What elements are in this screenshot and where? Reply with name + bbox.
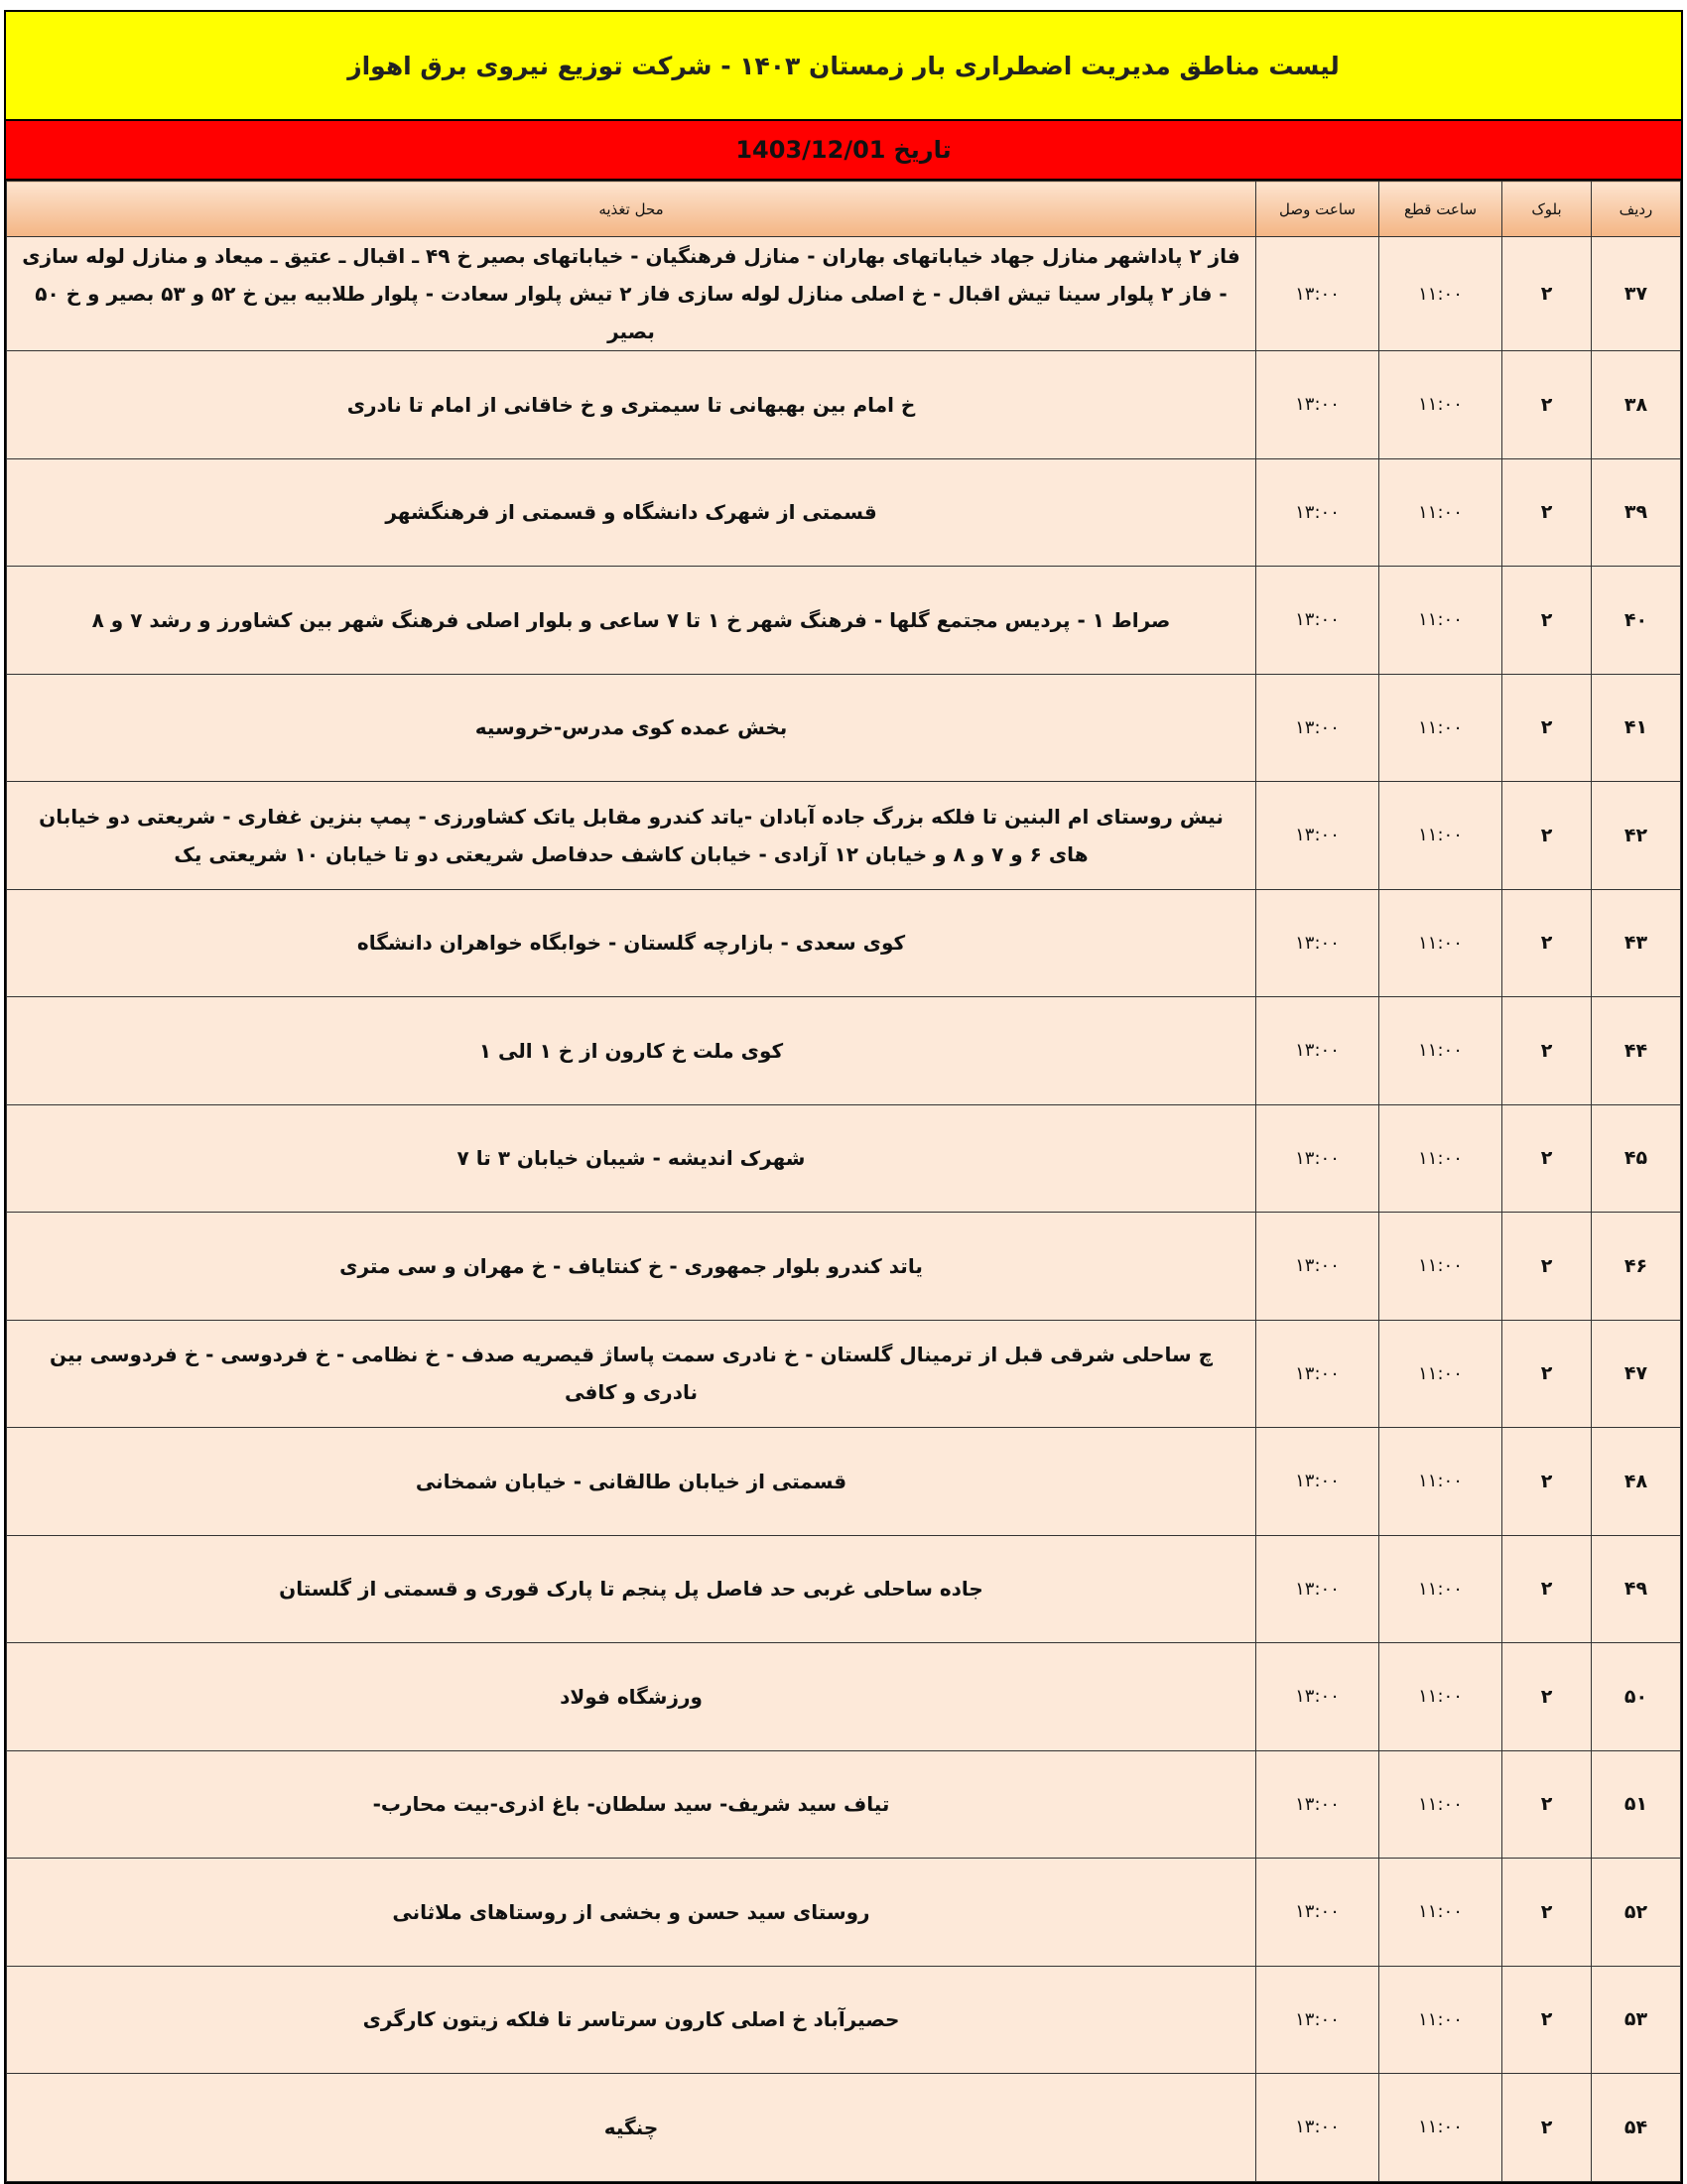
- block-cell: ۲: [1502, 351, 1592, 459]
- table-row: [7, 567, 1681, 675]
- table-row: [7, 782, 1681, 890]
- row-number-cell: ۴۸: [1592, 1428, 1681, 1536]
- block-cell: ۲: [1502, 889, 1592, 997]
- cut-time-cell: ۱۱:۰۰: [1379, 1859, 1502, 1967]
- area-cell: خ امام بین بهبهانی تا سیمتری و خ خاقانی از امام تا نادری: [7, 351, 1256, 459]
- area-cell: بخش عمده کوی مدرس-خروسیه: [7, 674, 1256, 782]
- connect-time-cell: ۱۳:۰۰: [1256, 567, 1379, 675]
- cut-time-cell: ۱۱:۰۰: [1379, 458, 1502, 567]
- table-row: [7, 997, 1681, 1105]
- connect-time-cell: ۱۳:۰۰: [1256, 1104, 1379, 1213]
- block-cell: ۲: [1502, 1104, 1592, 1213]
- area-cell: چ ساحلی شرقی قبل از ترمینال گلستان - خ نادری سمت پاساژ قیصریه صدف - خ نظامی - خ فردوسی - خ فردوسی بین نادری و کافی: [7, 1320, 1256, 1428]
- cut-time-cell: ۱۱:۰۰: [1379, 889, 1502, 997]
- cut-time-cell: ۱۱:۰۰: [1379, 351, 1502, 459]
- area-cell: شهرک اندیشه - شیبان خیابان ۳ تا ۷: [7, 1104, 1256, 1213]
- area-cell: کوی ملت خ کارون از خ ۱ الی ۱: [7, 997, 1256, 1105]
- area-cell: قسمتی از شهرک دانشگاه و قسمتی از فرهنگشهر: [7, 458, 1256, 567]
- cut-time-cell: ۱۱:۰۰: [1379, 567, 1502, 675]
- row-number-cell: ۴۹: [1592, 1535, 1681, 1643]
- date-value: 1403/12/01: [735, 136, 886, 164]
- block-cell: ۲: [1502, 1320, 1592, 1428]
- connect-time-cell: ۱۳:۰۰: [1256, 1966, 1379, 2074]
- connect-time-cell: ۱۳:۰۰: [1256, 237, 1379, 351]
- table-row: [7, 458, 1681, 567]
- table-row: [7, 1104, 1681, 1213]
- table-row: [7, 1213, 1681, 1321]
- connect-time-cell: ۱۳:۰۰: [1256, 1859, 1379, 1967]
- cut-time-cell: ۱۱:۰۰: [1379, 1643, 1502, 1751]
- row-number-cell: ۴۷: [1592, 1320, 1681, 1428]
- table-row: [7, 1428, 1681, 1536]
- row-number-cell: ۴۵: [1592, 1104, 1681, 1213]
- row-number-cell: ۵۴: [1592, 2074, 1681, 2182]
- connect-time-cell: ۱۳:۰۰: [1256, 1643, 1379, 1751]
- connect-time-cell: ۱۳:۰۰: [1256, 782, 1379, 890]
- block-cell: ۲: [1502, 567, 1592, 675]
- area-cell: قسمتی از خیابان طالقانی - خیابان شمخانی: [7, 1428, 1256, 1536]
- row-number-cell: ۵۱: [1592, 1750, 1681, 1859]
- connect-time-cell: ۱۳:۰۰: [1256, 1428, 1379, 1536]
- connect-time-cell: ۱۳:۰۰: [1256, 2074, 1379, 2182]
- row-number-cell: ۵۲: [1592, 1859, 1681, 1967]
- area-cell: صراط ۱ - پردیس مجتمع گلها - فرهنگ شهر خ ۱ تا ۷ ساعی و بلوار اصلی فرهنگ شهر بین کشاورز و رشد ۷ و ۸: [7, 567, 1256, 675]
- area-cell: یاتد کندرو بلوار جمهوری - خ کنتایاف - خ مهران و سی متری: [7, 1213, 1256, 1321]
- area-cell: روستای سید حسن و بخشی از روستاهای ملاثانی: [7, 1859, 1256, 1967]
- table-row: [7, 1966, 1681, 2074]
- block-cell: ۲: [1502, 1535, 1592, 1643]
- row-number-cell: ۴۳: [1592, 889, 1681, 997]
- connect-time-cell: ۱۳:۰۰: [1256, 674, 1379, 782]
- row-number-cell: ۴۲: [1592, 782, 1681, 890]
- cut-time-cell: ۱۱:۰۰: [1379, 2074, 1502, 2182]
- header-connect-time: ساعت وصل: [1256, 182, 1379, 237]
- block-cell: ۲: [1502, 237, 1592, 351]
- row-number-cell: ۴۴: [1592, 997, 1681, 1105]
- connect-time-cell: ۱۳:۰۰: [1256, 1213, 1379, 1321]
- cut-time-cell: ۱۱:۰۰: [1379, 782, 1502, 890]
- row-number-cell: ۵۰: [1592, 1643, 1681, 1751]
- schedule-table: [6, 181, 1681, 2182]
- date-banner: [6, 121, 1681, 181]
- connect-time-cell: ۱۳:۰۰: [1256, 1320, 1379, 1428]
- header-block: بلوک: [1502, 182, 1592, 237]
- cut-time-cell: ۱۱:۰۰: [1379, 237, 1502, 351]
- table-row: [7, 1643, 1681, 1751]
- block-cell: ۲: [1502, 1966, 1592, 2074]
- connect-time-cell: ۱۳:۰۰: [1256, 1535, 1379, 1643]
- table-row: [7, 2074, 1681, 2182]
- table-row: [7, 674, 1681, 782]
- connect-time-cell: ۱۳:۰۰: [1256, 458, 1379, 567]
- cut-time-cell: ۱۱:۰۰: [1379, 1320, 1502, 1428]
- block-cell: ۲: [1502, 997, 1592, 1105]
- cut-time-cell: ۱۱:۰۰: [1379, 1535, 1502, 1643]
- area-cell: نیش روستای ام البنین تا فلکه بزرگ جاده آبادان -یاتد کندرو مقابل یاتک کشاورزی - پمپ بنزین غفاری - شریعتی دو خیابان های ۶ و ۷ و ۸ و خیابان ۱۲ آزادی - خیابان کاشف حدفاصل شریعتی دو تا خیابان ۱۰ شریعتی یک: [7, 782, 1256, 890]
- row-number-cell: ۴۶: [1592, 1213, 1681, 1321]
- table-row: [7, 1320, 1681, 1428]
- area-cell: کوی سعدی - بازارچه گلستان - خوابگاه خواهران دانشگاه: [7, 889, 1256, 997]
- block-cell: ۲: [1502, 1213, 1592, 1321]
- cut-time-cell: ۱۱:۰۰: [1379, 1750, 1502, 1859]
- block-cell: ۲: [1502, 674, 1592, 782]
- cut-time-cell: ۱۱:۰۰: [1379, 674, 1502, 782]
- table-header-row: [7, 182, 1681, 237]
- area-cell: حصیرآباد خ اصلی کارون سرتاسر تا فلکه زیتون کارگری: [7, 1966, 1256, 2074]
- table-row: [7, 351, 1681, 459]
- row-number-cell: ۳۸: [1592, 351, 1681, 459]
- cut-time-cell: ۱۱:۰۰: [1379, 1213, 1502, 1321]
- block-cell: ۲: [1502, 458, 1592, 567]
- date-label: تاریخ: [893, 136, 952, 164]
- table-row: [7, 237, 1681, 351]
- row-number-cell: ۴۱: [1592, 674, 1681, 782]
- connect-time-cell: ۱۳:۰۰: [1256, 351, 1379, 459]
- block-cell: ۲: [1502, 1750, 1592, 1859]
- cut-time-cell: ۱۱:۰۰: [1379, 1428, 1502, 1536]
- area-cell: ورزشگاه فولاد: [7, 1643, 1256, 1751]
- row-number-cell: ۴۰: [1592, 567, 1681, 675]
- cut-time-cell: ۱۱:۰۰: [1379, 1104, 1502, 1213]
- header-row-number: ردیف: [1592, 182, 1681, 237]
- table-body: [7, 237, 1681, 2182]
- row-number-cell: ۳۹: [1592, 458, 1681, 567]
- row-number-cell: ۵۳: [1592, 1966, 1681, 2074]
- block-cell: ۲: [1502, 782, 1592, 890]
- area-cell: جاده ساحلی غربی حد فاصل پل پنجم تا پارک قوری و قسمتی از گلستان: [7, 1535, 1256, 1643]
- table-row: [7, 1535, 1681, 1643]
- outage-schedule-sheet: [4, 10, 1683, 2184]
- header-cut-time: ساعت قطع: [1379, 182, 1502, 237]
- connect-time-cell: ۱۳:۰۰: [1256, 889, 1379, 997]
- table-row: [7, 1750, 1681, 1859]
- row-number-cell: ۳۷: [1592, 237, 1681, 351]
- sheet-title: لیست مناطق مدیریت اضطراری بار زمستان ۱۴۰۳ - شرکت توزیع نیروی برق اهواز: [6, 12, 1681, 121]
- header-area: محل تغذیه: [7, 182, 1256, 237]
- block-cell: ۲: [1502, 1859, 1592, 1967]
- connect-time-cell: ۱۳:۰۰: [1256, 1750, 1379, 1859]
- table-row: [7, 889, 1681, 997]
- block-cell: ۲: [1502, 2074, 1592, 2182]
- area-cell: چنگیه: [7, 2074, 1256, 2182]
- area-cell: فاز ۲ پاداشهر منازل جهاد خیاباتهای بهاران - منازل فرهنگیان - خیاباتهای بصیر خ ۴۹ ـ اقبال ـ عتیق ـ میعاد و منازل لوله سازی - فاز ۲ پلوار سینا تیش اقبال - خ اصلی منازل لوله سازی فاز ۲ تیش پلوار سعادت - پلوار طلابیه بین خ ۵۲ و ۵۳ بصیر و خ ۵۰ بصیر: [7, 237, 1256, 351]
- cut-time-cell: ۱۱:۰۰: [1379, 1966, 1502, 2074]
- block-cell: ۲: [1502, 1428, 1592, 1536]
- block-cell: ۲: [1502, 1643, 1592, 1751]
- cut-time-cell: ۱۱:۰۰: [1379, 997, 1502, 1105]
- area-cell: تیاف سید شریف- سید سلطان- باغ اذری-بیت محارب-: [7, 1750, 1256, 1859]
- connect-time-cell: ۱۳:۰۰: [1256, 997, 1379, 1105]
- table-row: [7, 1859, 1681, 1967]
